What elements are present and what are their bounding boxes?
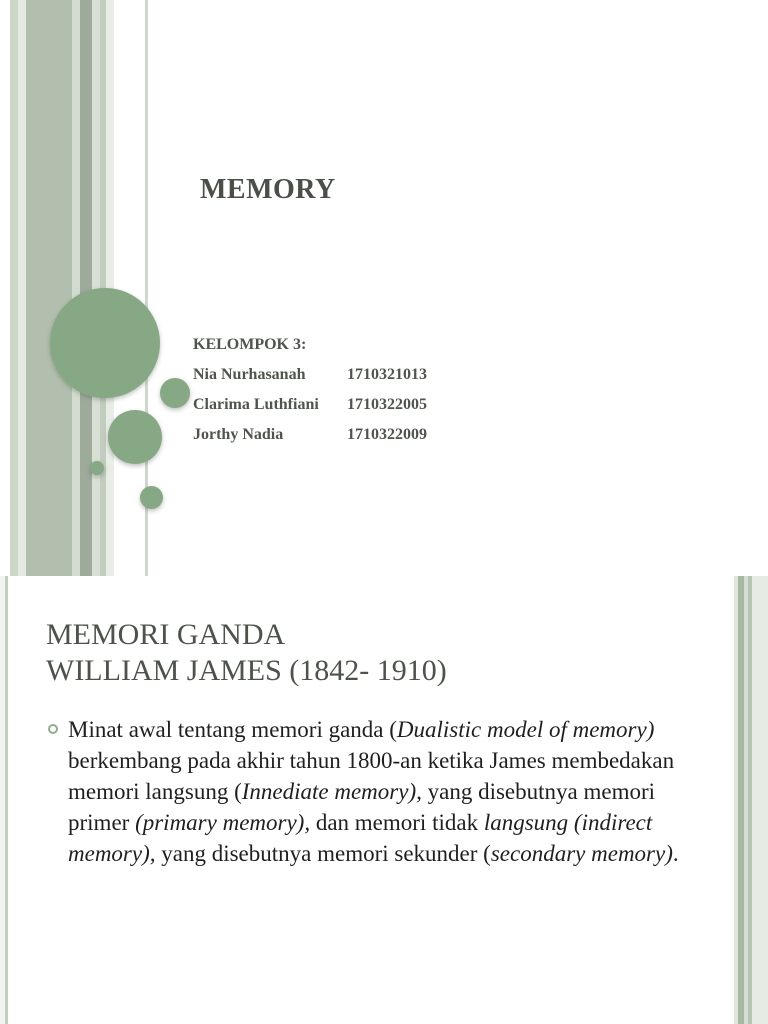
member-row xyxy=(193,396,427,426)
section-title-line: WILLIAM JAMES (1842- 1910) xyxy=(46,654,447,687)
decor-stripe xyxy=(72,0,80,576)
member-id: 1710322009 xyxy=(347,426,427,443)
decor-circle-tiny xyxy=(90,461,104,475)
bullet-text-run: Minat awal tentang memori ganda ( xyxy=(68,717,397,742)
section-title-line: MEMORI GANDA xyxy=(46,618,286,651)
bullet-text-run: berkembang pada akhir tahun 1800-an ketika James membedakan memori langsung ( xyxy=(68,748,675,804)
bullet-text xyxy=(68,714,686,869)
section-title xyxy=(46,617,447,689)
bullet-text-italic: (primary memory), xyxy=(135,810,311,835)
bullet-text-run: yang disebutnya memori sekunder ( xyxy=(155,841,491,866)
decor-circle-small xyxy=(160,378,190,408)
decor-stripe xyxy=(10,0,18,576)
bullet-circle-icon xyxy=(48,724,58,734)
bullet-text-run: yang disebutnya memori primer xyxy=(68,779,656,835)
bullet-text-italic: langsung (indirect memory), xyxy=(68,810,653,866)
member-name: Nia Nurhasanah xyxy=(193,366,306,383)
group-label: KELOMPOK 3: xyxy=(193,336,307,353)
bullet-text-run: . xyxy=(672,841,679,866)
member-name: Clarima Luthfiani xyxy=(193,396,319,413)
bullet-text-italic: Dualistic model of memory) xyxy=(396,717,655,742)
member-name: Jorthy Nadia xyxy=(193,426,284,443)
slide-title-text: MEMORY xyxy=(200,174,336,205)
member-row xyxy=(193,426,427,456)
member-id: 1710321013 xyxy=(347,366,427,383)
decor-circle-large xyxy=(50,288,160,398)
member-list xyxy=(193,336,427,456)
decor-stripe xyxy=(80,0,92,576)
bullet-text-run: dan memori tidak xyxy=(310,810,484,835)
decor-circle-medium xyxy=(108,410,162,464)
member-id: 1710322005 xyxy=(347,396,427,413)
member-row xyxy=(193,366,427,396)
decor-stripe xyxy=(752,576,768,1024)
bullet-text-italic: Innediate memory), xyxy=(241,779,422,804)
decor-stripe xyxy=(18,0,26,576)
bullet-item xyxy=(46,714,686,869)
bullet-text-italic: secondary memory) xyxy=(490,841,673,866)
decor-circle-small xyxy=(140,486,163,509)
decor-stripe xyxy=(8,576,11,1024)
decor-stripe xyxy=(26,0,72,576)
